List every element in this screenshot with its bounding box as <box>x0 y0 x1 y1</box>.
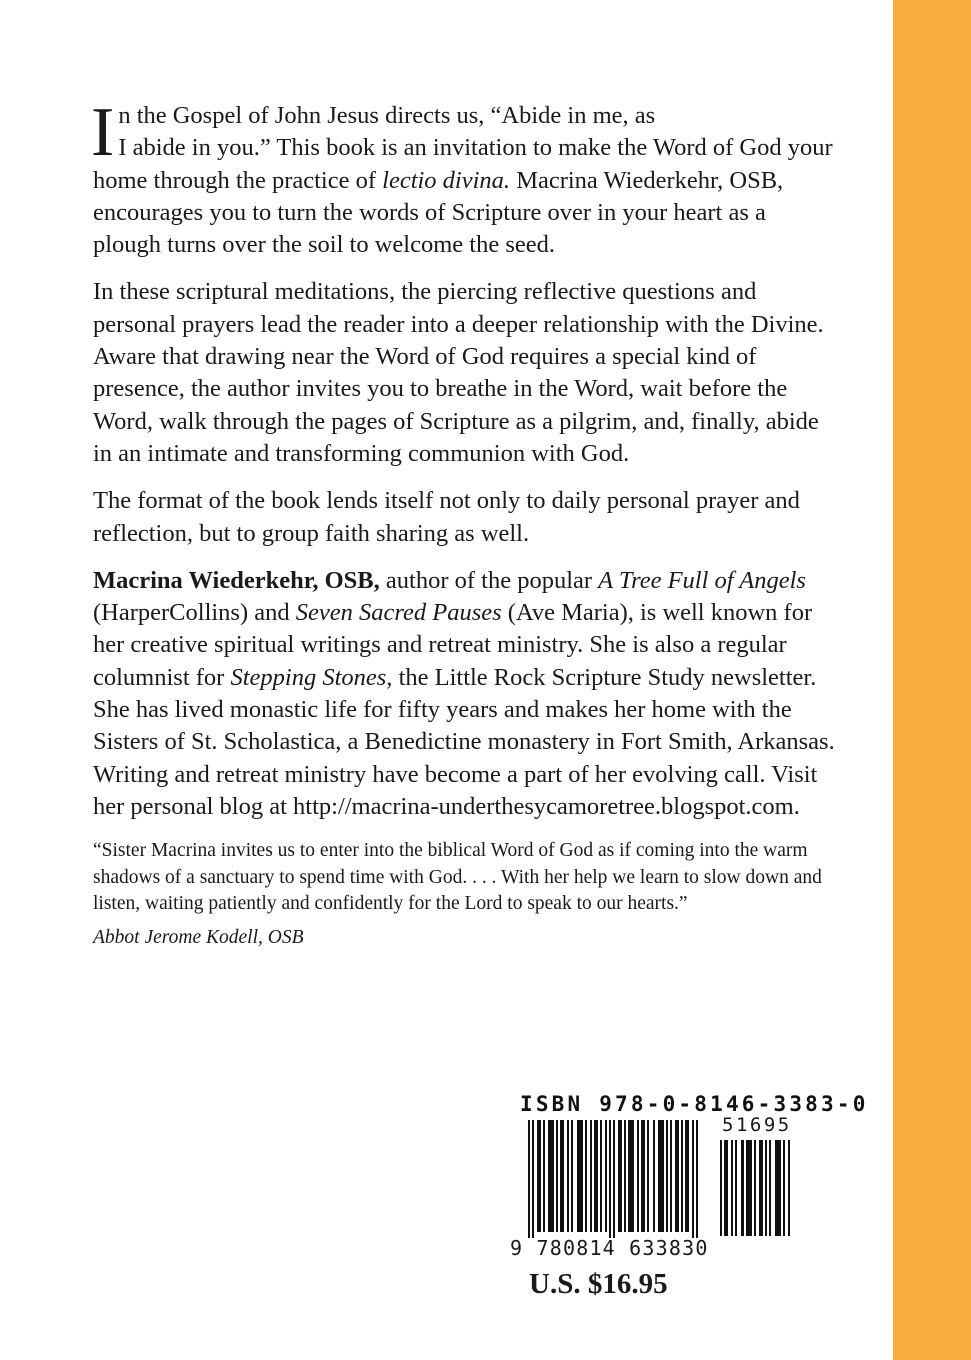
barcode-bar <box>692 1120 694 1238</box>
barcode-bar <box>605 1120 607 1232</box>
book-title-1: A Tree Full of Angels <box>598 566 806 594</box>
barcode-bar <box>696 1120 698 1238</box>
addon-barcode-bars <box>720 1140 810 1236</box>
barcode-bar <box>548 1120 554 1232</box>
lectio-divina-italic: lectio divina. <box>382 166 511 194</box>
barcode-bar <box>724 1140 728 1236</box>
barcode-bar <box>628 1120 634 1232</box>
barcode-bar <box>788 1140 790 1236</box>
endorsement-quote: “Sister Macrina invites us to enter into the biblical Word of God as if coming into the warm shadows of a sanctuary to spend time with God. . . . With her help we learn to slow down and listen, waiting patiently and confidently for the Lord to speak to our hearts.” <box>93 840 822 914</box>
barcode-bar <box>560 1120 564 1232</box>
back-cover-text <box>91 94 838 949</box>
format-paragraph: The format of the book lends itself not only to daily personal prayer and reflection, but to group faith sharing as well. <box>93 487 800 547</box>
ean-digits: 9 780814 633830 <box>510 1236 709 1260</box>
intro-paragraph <box>91 94 838 261</box>
barcode-bar <box>754 1140 756 1236</box>
barcode-bar <box>685 1120 689 1232</box>
barcode-bar <box>765 1140 767 1236</box>
author-name: Macrina Wiederkehr, OSB, <box>93 566 380 594</box>
barcode-bar <box>537 1120 541 1232</box>
barcode-bar <box>720 1140 722 1236</box>
bio-text-2: (HarperCollins) and <box>93 599 296 627</box>
cover-edge-strip <box>893 0 971 1360</box>
dropcap-letter: I <box>91 94 115 171</box>
intro-line1: n the Gospel of John Jesus directs us, “Abide in me, as <box>118 102 656 129</box>
ean-barcode-bars <box>528 1120 714 1238</box>
addon-digits: 51695 <box>722 1114 792 1136</box>
barcode-bar <box>624 1120 626 1232</box>
barcode-bar <box>543 1120 545 1232</box>
barcode-bar <box>670 1120 672 1232</box>
barcode-bar <box>775 1140 781 1236</box>
barcode-bar <box>759 1140 763 1236</box>
barcode-bar <box>741 1140 744 1236</box>
bio-text-1: author of the popular <box>379 566 599 594</box>
barcode-bar <box>658 1120 664 1232</box>
barcode-bar <box>556 1120 558 1232</box>
book-title-2: Seven Sacred Pauses <box>295 599 502 627</box>
barcode-bar <box>653 1120 655 1232</box>
barcode-bar <box>641 1120 645 1232</box>
intro-text: I abide in you.” This book is an invitation to make the Word of God your home through the practice of <box>93 134 833 194</box>
barcode-bar <box>735 1140 737 1236</box>
book-title-3: Stepping Stones, <box>230 663 393 691</box>
meditations-paragraph: In these scriptural meditations, the piercing reflective questions and personal prayers lead the reader into a deeper relationship with the Divine. Aware that drawing near the Word of God requires a special kind of presence, the author invites you to breathe in the Word, wait before the Word, walk through the pages of Scripture as a pilgrim, and, finally, abide in an intimate and transforming communion with God. <box>93 278 824 467</box>
barcode-bar <box>613 1120 615 1238</box>
isbn-text: ISBN 978-0-8146-3383-0 <box>520 1092 869 1116</box>
barcode-bar <box>746 1140 752 1236</box>
barcode-bar <box>681 1120 683 1232</box>
barcode-bar <box>590 1120 592 1232</box>
bio-text-4: the Little Rock Scripture Study newsletter. She has lived monastic life for fifty years and makes her home with the Sisters of St. Scholastica, a Benedictine monastery in Fort Smith, Arkansas. Writing and retreat ministry have become a part of her evolving call. Visit her personal blog at http://macrina-underthesycamoretree.blogspot.com. <box>93 663 835 820</box>
intro-text-end: Macrina Wiederkehr, OSB, encourages you to turn the words of Scripture over in your heart as a plough turns over the soil to welcome the seed. <box>93 166 784 259</box>
barcode-bar <box>594 1120 598 1232</box>
barcode-bar <box>675 1120 679 1232</box>
bio-text-3: (Ave Maria), is well known for her creative spiritual writings and retreat ministry. She is also a regular columnist for <box>93 599 813 691</box>
barcode-bar <box>585 1120 587 1232</box>
barcode-bar <box>532 1120 534 1238</box>
barcode-bar <box>609 1120 611 1238</box>
endorsement-attribution: Abbot Jerome Kodell, OSB <box>93 927 304 949</box>
barcode-bar <box>637 1120 639 1232</box>
barcode-bar <box>731 1140 733 1236</box>
barcode-bar <box>577 1120 583 1232</box>
price: U.S. $16.95 <box>529 1268 668 1300</box>
barcode-bar <box>618 1120 622 1232</box>
barcode-bar <box>567 1120 569 1232</box>
author-bio <box>93 565 838 823</box>
barcode-bar <box>528 1120 530 1238</box>
barcode-bar <box>666 1120 668 1232</box>
barcode-bar <box>600 1120 602 1232</box>
barcode-bar <box>571 1120 573 1232</box>
barcode-bar <box>783 1140 785 1236</box>
barcode-bar <box>647 1120 649 1232</box>
barcode-bar <box>769 1140 771 1236</box>
